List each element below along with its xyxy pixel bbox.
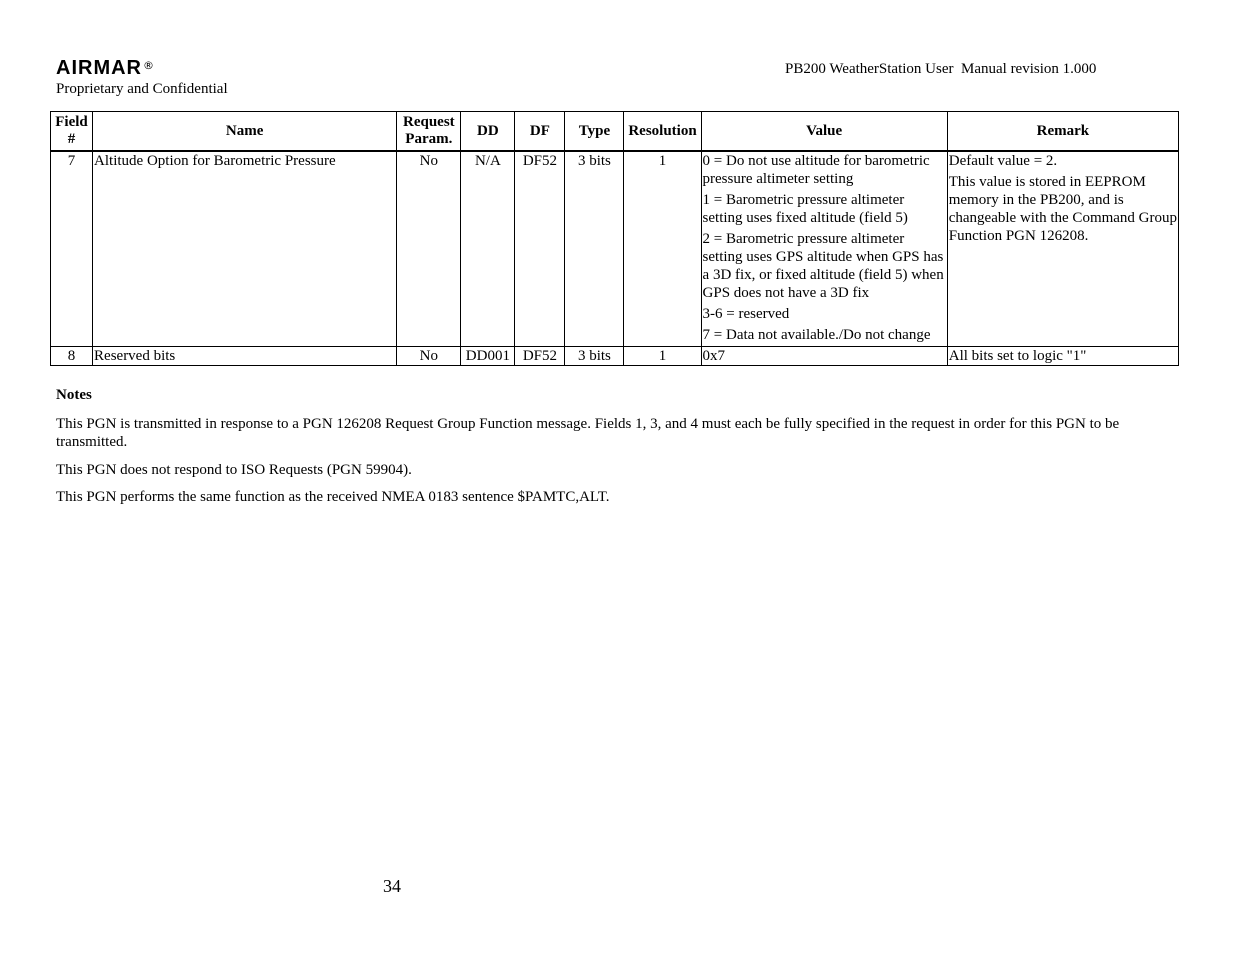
page-number: 34 <box>383 876 401 896</box>
cell-name: Altitude Option for Barometric Pressure <box>93 151 397 347</box>
header-field: Field # <box>51 112 93 152</box>
cell-resolution: 1 <box>624 151 701 347</box>
value-line: 0x7 <box>702 348 726 364</box>
remark-line: Default value = 2. <box>948 153 1058 169</box>
header-dd: DD <box>461 112 515 152</box>
cell-dd: N/A <box>461 151 515 347</box>
cell-type: 3 bits <box>565 151 624 347</box>
header-request-param: Request Param. <box>397 112 461 152</box>
header-name: Name <box>93 112 397 152</box>
cell-field: 7 <box>51 151 93 347</box>
pgn-field-table <box>50 111 1179 366</box>
table-row <box>51 151 1179 347</box>
cell-dd: DD001 <box>461 347 515 366</box>
cell-remark <box>947 151 1178 347</box>
table-header-row <box>51 112 1179 152</box>
airmar-logo <box>56 56 155 80</box>
header-value: Value <box>701 112 947 152</box>
header-remark: Remark <box>947 112 1178 152</box>
cell-request-param: No <box>397 151 461 347</box>
cell-value <box>701 151 947 347</box>
registered-mark: ® <box>143 59 155 72</box>
value-line: 3-6 = reserved <box>702 306 790 322</box>
note-paragraph: This PGN performs the same function as the received NMEA 0183 sentence $PAMTC,ALT. <box>56 489 610 505</box>
header-type: Type <box>565 112 624 152</box>
cell-type: 3 bits <box>565 347 624 366</box>
note-paragraph: This PGN does not respond to ISO Requests (PGN 59904). <box>56 462 412 478</box>
notes-heading: Notes <box>56 387 92 403</box>
remark-line: All bits set to logic "1" <box>948 348 1087 364</box>
cell-request-param: No <box>397 347 461 366</box>
document-title: PB200 WeatherStation User Manual revision 1.000 <box>785 61 1097 77</box>
value-line: 0 = Do not use altitude for barometric pressure altimeter setting <box>702 153 930 187</box>
header-resolution: Resolution <box>624 112 701 152</box>
remark-line: This value is stored in EEPROM memory in the PB200, and is changeable with the Command Group Function PGN 126208. <box>948 174 1178 244</box>
cell-df: DF52 <box>515 151 565 347</box>
cell-field: 8 <box>51 347 93 366</box>
logo-text: AIRMAR <box>56 57 142 79</box>
value-line: 2 = Barometric pressure altimeter setting uses GPS altitude when GPS has a 3D fix, or fixed altitude (field 5) when GPS does not have a 3D fix <box>702 231 944 301</box>
cell-value <box>701 347 947 366</box>
cell-remark <box>947 347 1178 366</box>
confidentiality-notice: Proprietary and Confidential <box>56 81 228 97</box>
cell-name: Reserved bits <box>93 347 397 366</box>
value-line: 1 = Barometric pressure altimeter setting uses fixed altitude (field 5) <box>702 192 908 226</box>
note-paragraph: This PGN is transmitted in response to a PGN 126208 Request Group Function message. Fields 1, 3, and 4 must each be fully specified in the request in order for this PGN to be transmitted. <box>56 416 1120 450</box>
value-line: 7 = Data not available./Do not change <box>702 327 931 343</box>
table-row <box>51 347 1179 366</box>
header-df: DF <box>515 112 565 152</box>
cell-resolution: 1 <box>624 347 701 366</box>
cell-df: DF52 <box>515 347 565 366</box>
